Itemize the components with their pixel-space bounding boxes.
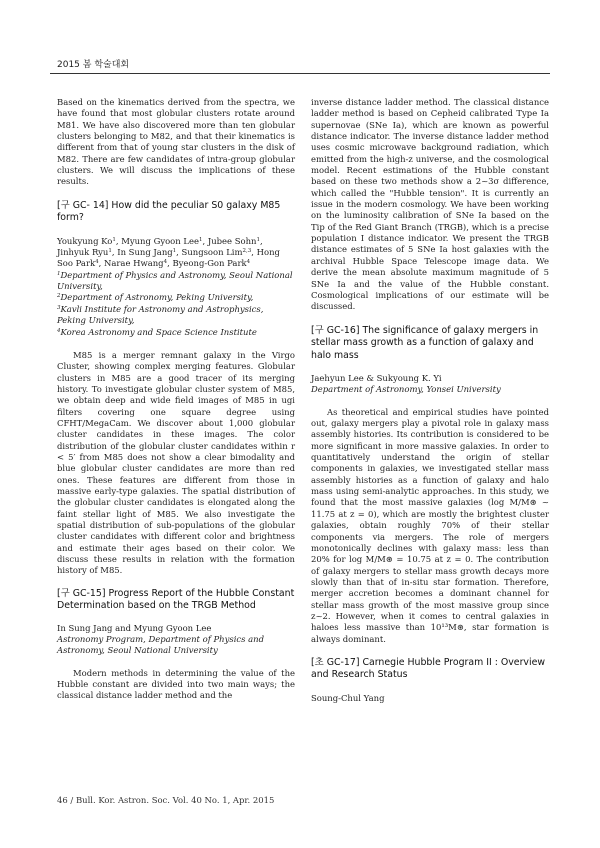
author-name: Myung Gyoon Lee [121, 235, 199, 246]
author-separator: , [115, 235, 122, 246]
author-affil-mark: 1 [198, 236, 203, 243]
affiliation-mark: 3 [57, 304, 61, 311]
affiliation-line [57, 304, 295, 327]
affiliation-mark: 4 [57, 327, 61, 334]
gc16-affiliation: Department of Astronomy, Yonsei University [311, 384, 501, 395]
gc15-title: [구 GC-15] Progress Report of the Hubble Constant Determination based on the TRGB Method [57, 587, 295, 612]
gc14-abstract: M85 is a merger remnant galaxy in the Virgo Cluster, showing complex merging features. Globular clusters in M85 are a good tracer of its merging history. To investigate globular cluster system of M85, we obtain deep and wide field images of M85 in ugi filters covering one square degree using CFHT/MegaCam. We discover about 1,000 globular cluster candidates in these images. The color distribution of the globular cluster candidates within r < 5′ from M85 does not show a clear bimodality and blue globular cluster candidates are more than red ones. These features are different from those in massive early-type galaxies. The spatial distribution of the globular cluster candidates is elongated along the faint stellar light of M85. We also investigate the spatial distribution of sub-populations of the globular cluster candidates with different color and brightness and estimate their ages based on their color. We discuss these results in relation with the formation history of M85. [57, 349, 295, 576]
author-affil-mark: 4 [163, 259, 168, 266]
gc17-title: [초 GC-17] Carnegie Hubble Program II : Overview and Research Status [311, 656, 546, 681]
affiliation-line [57, 270, 295, 293]
gc17-authors: Soung-Chul Yang [311, 692, 385, 703]
affiliation-text: Kavli Institute for Astronomy and Astrophysics, Peking University, [57, 303, 264, 326]
author-affil-mark: 1 [112, 236, 116, 243]
author-separator: , [259, 235, 263, 246]
author-name: In Sung Jang [117, 247, 173, 258]
gc14-authors [57, 236, 295, 270]
author-affil-mark: 2,3 [242, 248, 252, 255]
author-separator: , [111, 247, 118, 258]
author-separator: , [202, 235, 208, 246]
author-name: Hong Soo Park [57, 247, 280, 269]
left-column [57, 97, 295, 702]
gc15-abstract-start: Modern methods in determining the value of the Hubble constant are divided into two main ways; the classical distance ladder method and the [57, 667, 295, 701]
author-affil-mark: 1 [172, 248, 177, 255]
gc16-title: [구 GC-16] The significance of galaxy mergers in stellar mass growth as a function of galaxy and halo mass [311, 324, 539, 361]
gc14-title: [구 GC- 14] How did the peculiar S0 galaxy M85 form? [57, 199, 281, 224]
author-separator: , [98, 258, 104, 269]
affiliation-line [57, 327, 295, 338]
author-name: Byeong-Gon Park [172, 258, 247, 269]
author-affil-mark: 1 [108, 248, 112, 255]
author-affil-mark: 1 [256, 236, 260, 243]
author-name: Jubee Sohn [207, 235, 257, 246]
gc14-affiliations [57, 270, 295, 338]
author-affil-mark: 4 [246, 259, 251, 266]
author-separator: , [167, 258, 173, 269]
affiliation-mark: 1 [57, 270, 61, 277]
author-name: Narae Hwang [103, 258, 164, 269]
header-rule [50, 73, 550, 74]
author-separator: , [251, 247, 257, 258]
gc16-authors: Jaehyun Lee & Sukyoung K. Yi [311, 373, 442, 384]
author-name: Sungsoon Lim [181, 247, 243, 258]
author-separator: , [176, 247, 182, 258]
author-affil-mark: 4 [95, 259, 99, 266]
gc15-authors: In Sung Jang and Myung Gyoon Lee [57, 622, 212, 633]
author-name: Youkyung Ko [57, 235, 113, 246]
previous-abstract-end: Based on the kinematics derived from the spectra, we have found that most globular clusters rotate around M81. We have also discovered more than ten globular clusters belonging to M82, and that their kinematics is different from that of young star clusters in the disk of M82. There are few candidates of intra-group globular clusters. We will discuss the implications of these results. [57, 97, 295, 187]
gc15-affiliation: Astronomy Program, Department of Physics and Astronomy, Seoul National University [57, 634, 265, 656]
affiliation-text: Department of Astronomy, Peking University, [60, 292, 254, 303]
affiliation-line [57, 292, 295, 303]
page-header: 2015 봄 학술대회 [57, 60, 130, 70]
right-column [311, 97, 549, 704]
author-name: Jinhyuk Ryu [57, 247, 109, 258]
affiliation-text: Korea Astronomy and Space Science Institute [60, 326, 257, 337]
gc15-abstract-continued: inverse distance ladder method. The classical distance ladder method is based on Cepheid calibrated Type Ia supernovae (SNe Ia), which are known as powerful distance indicator. The inverse distance ladder method uses cosmic microwave background radiation, which emitted from the high-z universe, and the cosmological model. Recent estimations of the Hubble constant based on these two methods show a 2~3σ difference, which called the "Hubble tension". It is currently an issue in the modern cosmology. We have been working on the luminosity calibration of SNe Ia based on the Tip of the Red Giant Branch (TRGB), which is a precise population I distance indicator. We present the TRGB distance estimates of 5 SNe Ia host galaxies with the archival Hubble Space Telescope image data. We derive the mean absolute maximum magnitude of 5 SNe Ia and the value of the Hubble constant. Cosmological implications of our estimate will be discussed. [311, 97, 549, 312]
affiliation-text: Department of Physics and Astronomy, Seoul National University, [57, 269, 293, 292]
gc16-abstract: As theoretical and empirical studies have pointed out, galaxy mergers play a pivotal role in galaxy mass assembly histories. Its contribution is considered to be more significant in more massive galaxies. In order to quantitatively understand the origin of stellar components in galaxies, we investigated stellar mass assembly histories as a function of galaxy and halo mass using semi-analytic approaches. In this study, we found that the most massive galaxies (log M/M⊛ ~ 11.75 at z = 0), which are mostly the brightest cluster galaxies, obtain roughly 70% of their stellar components via mergers. The role of mergers monotonically declines with galaxy mass: less than 20% for log M/M⊛ = 10.75 at z = 0. The contribution of galaxy mergers to stellar mass growth decays more slowly than that of in-situ star formation. Therefore, merger accretion becomes a dominant channel for stellar mass growth of the most massive group since z~2. However, when it comes to central galaxies in haloes less massive than 10¹³M⊛, star formation is always dominant. [311, 406, 549, 644]
affiliation-mark: 2 [57, 293, 61, 300]
page-footer: 46 / Bull. Kor. Astron. Soc. Vol. 40 No. 1, Apr. 2015 [57, 795, 275, 805]
